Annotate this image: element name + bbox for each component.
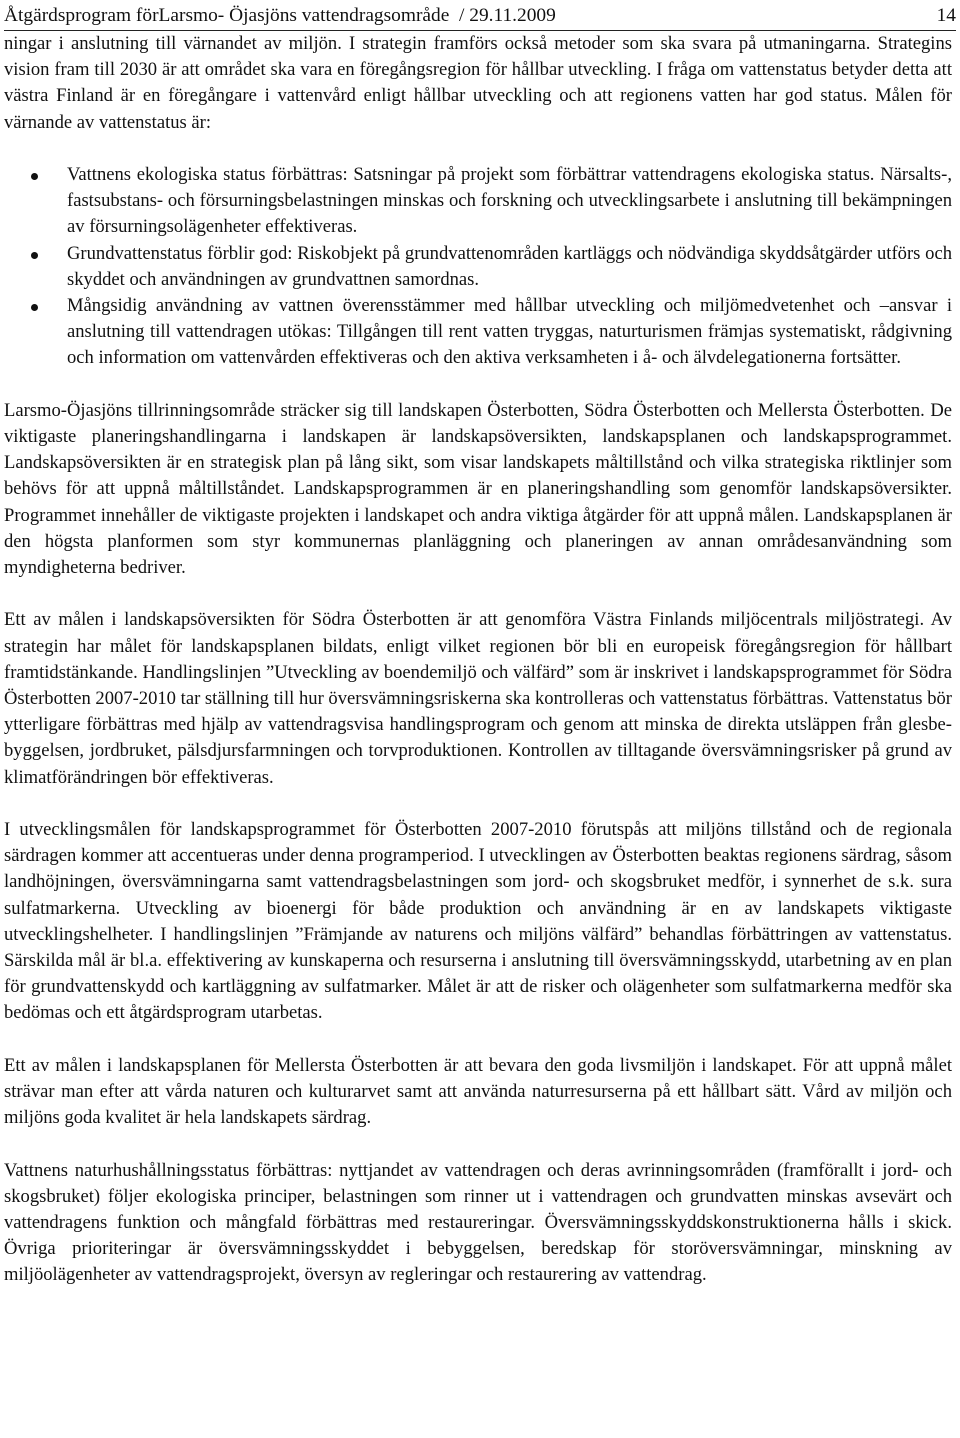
page-number: 14	[936, 5, 956, 26]
paragraph-spacer	[4, 1027, 952, 1053]
bullet-icon	[31, 304, 38, 311]
document-body	[4, 31, 952, 1289]
list-item-text: Vattnens ekologiska status förbättras: Satsningar på projekt som förbättrar vattendragens ekologiska status. Närsalts-, fastsubstans- och försurningsbelastningen minskas och forskning och utvecklingsarbete i anslutning till bekämpningen av försurningsolägenheter effektiveras.	[67, 164, 952, 238]
bullet-icon	[31, 252, 38, 259]
list-item	[4, 162, 952, 241]
body-paragraph: Vattnens naturhushållningsstatus förbättras: nyttjandet av vattendragen och deras avrinningsområden (framförallt i jord- och skogsbruket) följer ekologiska principer, belastningen som rinner ut i vattendragen och grundvatten minskas avsevärt och vattendragens funktion och mångfald förbättras med restaureringar. Översvämningsskyddskonstruktionerna hålls i skick. Övriga prioriteringar är översvämningsskyddet i bebyggelsen, beredskap för storöversvämningar, minskning av miljöolägenheter av vattendragsprojekt, översyn av regleringar och restaurering av vattendrag.	[4, 1159, 952, 1286]
paragraph-spacer	[4, 1131, 952, 1157]
intro-paragraph: ningar i anslutning till värnandet av miljön. I strategin framförs också metoder som ska svara på utmaningarna. Strategins vision fram till 2030 är att området ska vara en föregångsregion för hållbar utveckling. I fråga om vattenstatus betyder detta att västra Finland är en föregångare i vattenvård enligt hållbar utveckling och att regionens vatten har god status. Målen för värnande av vattenstatus är:	[4, 33, 952, 133]
body-paragraph: I utvecklingsmålen för landskapsprogrammet för Österbotten 2007-2010 förutspås att miljöns tillstånd och de regionala särdragen kommer att accentueras under denna programperiod. I utvecklingen av Österbotten beaktas regionens särdrag, såsom landhöjningen, översvämningarna samt vattendragsbelastningen som jord- och skogsbruket medför, i synnerhet de s.k. sura sulfatmarkerna. Utveckling av bioenergi för både produktion och användning är en av landskapets viktigaste utvecklingshelheter. I handlingslinjen ”Främjande av naturens och miljöns välfärd” behandlas förbättringen av vattenstatus. Särskilda mål är bl.a. effektivering av kunskaperna och resurserna i anslutning till översvämningsskydd, utarbetning av en plan för grundvattenskydd och kartläggning av sulfatmarker. Målet är att de risker och olägenheter som sulfatmarkerna medför ska bedömas och ett åtgärdsprogram utarbetas.	[4, 819, 952, 1024]
body-paragraph: Larsmo-Öjasjöns tillrinningsområde sträcker sig till landskapen Österbotten, Södra Österbotten och Mellersta Österbotten. De viktigaste planeringshandlingarna i landskapen är landskapsöversikten, landskapsplanen och landskapsprogrammet. Landskapsöversikten är en strategisk plan på lång sikt, som visar landskapets måltillstånd och vilka strategiska riktlinjer som behövs för att uppnå måltillståndet. Landskapsprogrammen är en planeringshandling som genomför landskapsöversikter. Programmet innehåller de viktigaste projekten i landskapet och andra viktiga åtgärder för att uppnå målen. Landskapsplanen är den högsta planformen som styr kommunernas planläggning och planeringen av annan områdesanvändning som myndigheterna bedriver.	[4, 399, 952, 579]
paragraph-spacer	[4, 791, 952, 817]
list-item	[4, 293, 952, 372]
goals-list	[4, 162, 952, 372]
paragraph-spacer	[4, 136, 952, 162]
paragraph-spacer	[4, 581, 952, 607]
bullet-icon	[31, 173, 38, 180]
list-item	[4, 241, 952, 293]
list-item-text: Mångsidig användning av vattnen överensstämmer med hållbar utveckling och miljömedvetenhet och –ansvar i anslutning till vattendragen utökas: Tillgången till rent vatten tryggas, naturturismen främjas systematiskt, rådgivning och information om vattenvården effektiveras och den aktiva verksamheten i å- och älvdelegationerna fortsätter.	[67, 295, 952, 369]
paragraph-spacer	[4, 372, 952, 398]
page-header	[4, 4, 956, 28]
list-item-text: Grundvattenstatus förblir god: Riskobjekt på grundvattenområden kartläggs och nödvändiga skyddsåtgärder utförs och skyddet och användningen av grundvattnen samordnas.	[67, 242, 952, 290]
body-paragraph: Ett av målen i landskapsplanen för Mellersta Österbotten är att bevara den goda livsmiljön i landskapet. För att uppnå målet strävar man efter att vårda naturen och kulturarvet samt att använda naturresurserna på ett hållbart sätt. Vård av miljön och miljöns goda kvalitet är hela landskapets särdrag.	[4, 1054, 952, 1129]
body-paragraph: Ett av målen i landskapsöversikten för Södra Österbotten är att genomföra Västra Finlands miljöcentrals miljöstrategi. Av strategin har målet för landskapsplanen bildats, enligt vilket regionen bör bli en europeisk föregångsregion för hållbart framtidstänkande. Handlingslinjen ”Utveckling av boendemiljö och välfärd” som är inskrivet i landskapsprogrammet för Södra Österbotten 2007-2010 tar ställning till hur översvämningsriskerna ska kontrolleras och vattenstatus förbättras. Vattenstatus bör ytterligare förbättras med hjälp av vattendragsvisa handlingsprogram och genom att minska de direkta utsläppen från glesbebyggelsen, jordbruket, pälsdjursfarmningen och torvproduktionen. Kontrollen av tilltagande översvämningsrisker på grund av klimatförändringen bör effektiveras.	[4, 609, 952, 788]
document-title: Åtgärdsprogram förLarsmo- Öjasjöns vattendragsområde / 29.11.2009	[4, 5, 556, 26]
